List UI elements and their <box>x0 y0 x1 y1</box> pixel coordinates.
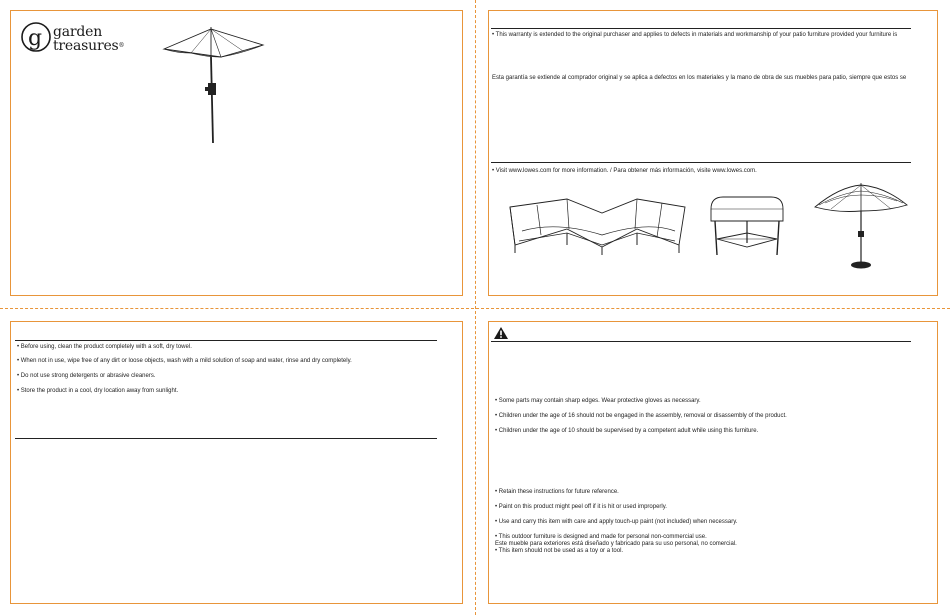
garden-treasures-logo <box>19 19 149 69</box>
care-panel <box>10 321 463 604</box>
safety-item: • This outdoor furniture is designed and made for personal non-commercial use. <box>495 534 707 540</box>
safety-item: • Retain these instructions for future reference. <box>495 489 619 495</box>
care-item: • Do not use strong detergents or abrasive cleaners. <box>17 373 156 379</box>
logo-g-icon <box>19 19 53 65</box>
ottoman-illustration <box>707 193 787 259</box>
care-item: • Before using, clean the product completely with a soft, dry towel. <box>17 344 192 350</box>
tilt-umbrella-illustration <box>811 181 911 271</box>
safety-item: • This item should not be used as a toy or a tool. <box>495 548 624 554</box>
horizontal-cut-line <box>0 308 950 309</box>
logo-line1: garden <box>53 24 103 40</box>
warranty-panel <box>488 10 938 296</box>
safety-item: • Some parts may contain sharp edges. Wear protective gloves as necessary. <box>495 398 701 404</box>
umbrella-illustration <box>161 23 271 153</box>
care-item: • Store the product in a cool, dry location away from sunlight. <box>17 388 179 394</box>
warning-icon <box>494 327 508 339</box>
cover-panel <box>10 10 463 296</box>
warning-header-rule <box>491 341 911 342</box>
safety-panel <box>488 321 938 604</box>
warranty-text-en: • This warranty is extended to the original purchaser and applies to defects in materials and workmanship of your patio furniture provided your furniture is <box>492 32 898 38</box>
sectional-sofa-illustration <box>507 185 687 257</box>
visit-header-rule <box>491 162 911 163</box>
safety-item: • Paint on this product might peel off if it is hit or used improperly. <box>495 504 667 510</box>
care-header-rule <box>15 340 437 341</box>
svg-text:g: g <box>28 26 43 51</box>
logo-line2: treasures® <box>53 38 125 54</box>
visit-text: • Visit www.lowes.com for more information. / Para obtener más información, visite www.lowes.com. <box>492 168 757 174</box>
warranty-text-es: Esta garantía se extiende al comprador original y se aplica a defectos en los materiales y la mano de obra de sus muebles para patio, siempre que estos se <box>492 75 907 81</box>
care-item: • When not in use, wipe free of any dirt or loose objects, wash with a mild solution of soap and water, rinse and dry completely. <box>17 358 352 364</box>
safety-item: Este mueble para exteriores está diseñado y fabricado para su uso personal, no comercial. <box>495 541 737 547</box>
warranty-header-rule <box>491 28 911 29</box>
safety-item: • Children under the age of 10 should be supervised by a competent adult while using this furniture. <box>495 428 759 434</box>
safety-item: • Use and carry this item with care and apply touch-up paint (not included) when necessary. <box>495 519 738 525</box>
safety-item: • Children under the age of 16 should not be engaged in the assembly, removal or disassembly of the product. <box>495 413 787 419</box>
section-divider-rule <box>15 438 437 439</box>
